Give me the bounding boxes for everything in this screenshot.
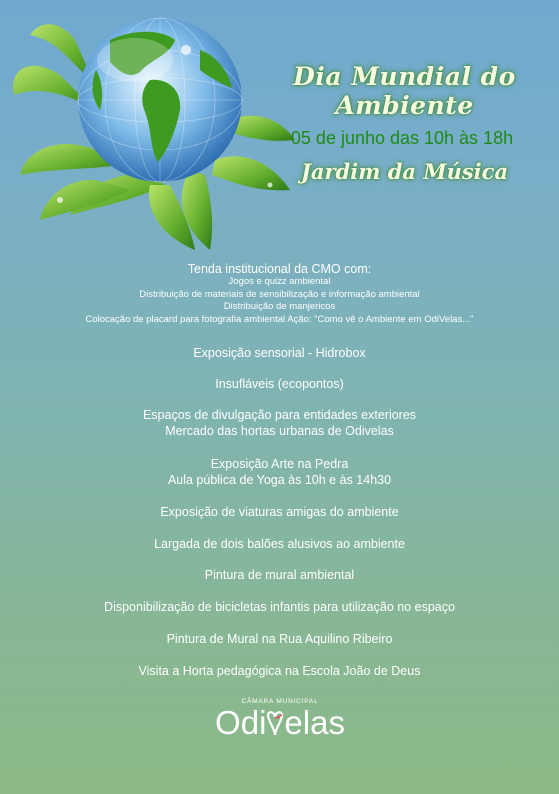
activity-line: Largada de dois balões alusivos ao ambiente: [154, 537, 405, 551]
tent-section: [0, 262, 559, 326]
activity-line: Exposição Arte na Pedra: [210, 457, 349, 471]
activity-line: Visita a Horta pedagógica na Escola João de Deus: [138, 664, 421, 678]
activity-line: Exposição de viaturas amigas do ambiente: [160, 505, 399, 519]
activity-line: Mercado das hortas urbanas de Odivelas: [165, 424, 394, 438]
activity-line: Espaços de divulgação para entidades exteriores: [142, 408, 417, 422]
activity-item: [0, 345, 559, 361]
activity-item: [0, 599, 559, 615]
activity-line: Pintura de Mural na Rua Aquilino Ribeiro: [166, 632, 393, 646]
activity-item: [0, 631, 559, 647]
tent-item: Distribuição de materiais de sensibilização e informação ambiental: [139, 288, 420, 300]
activity-item: [0, 504, 559, 520]
activity-line: Pintura de mural ambiental: [204, 568, 355, 582]
event-date: 05 de junho das 10h às 18h: [290, 128, 514, 148]
event-title: Dia Mundial do Ambiente: [293, 62, 516, 120]
activity-item: [0, 663, 559, 679]
tent-item: Distribuição de manjericos: [223, 301, 336, 312]
odivelas-logo: [200, 698, 360, 741]
activity-item: [0, 376, 559, 392]
activity-item: [0, 567, 559, 583]
tent-item: Colocação de placard para fotografia ambiental Ação: "Como vê o Ambiente em OdiVelas...": [85, 313, 474, 325]
logo-name-left: Odi: [215, 704, 267, 741]
activity-item: [0, 456, 559, 488]
logo-name: [200, 705, 360, 741]
activity-line: Exposição sensorial - Hidrobox: [193, 346, 366, 360]
activity-line: Aula pública de Yoga às 10h e às 14h30: [167, 473, 392, 487]
event-place: Jardim da Música: [300, 159, 509, 184]
activity-line: Disponibilização de bicicletas infantis para utilização no espaço: [104, 600, 455, 614]
activity-item: [0, 536, 559, 552]
heart-v-logo-icon: [266, 709, 284, 737]
tent-item: Jogos e quizz ambiental: [228, 276, 331, 287]
activity-item: [0, 407, 559, 439]
event-header: [240, 62, 559, 184]
tent-title: Tenda institucional da CMO com:: [187, 262, 372, 276]
logo-name-right: elas: [284, 704, 345, 741]
logo-top-text: CÂMARA MUNICIPAL: [241, 698, 319, 705]
activity-line: Insufláveis (ecopontos): [215, 377, 344, 391]
